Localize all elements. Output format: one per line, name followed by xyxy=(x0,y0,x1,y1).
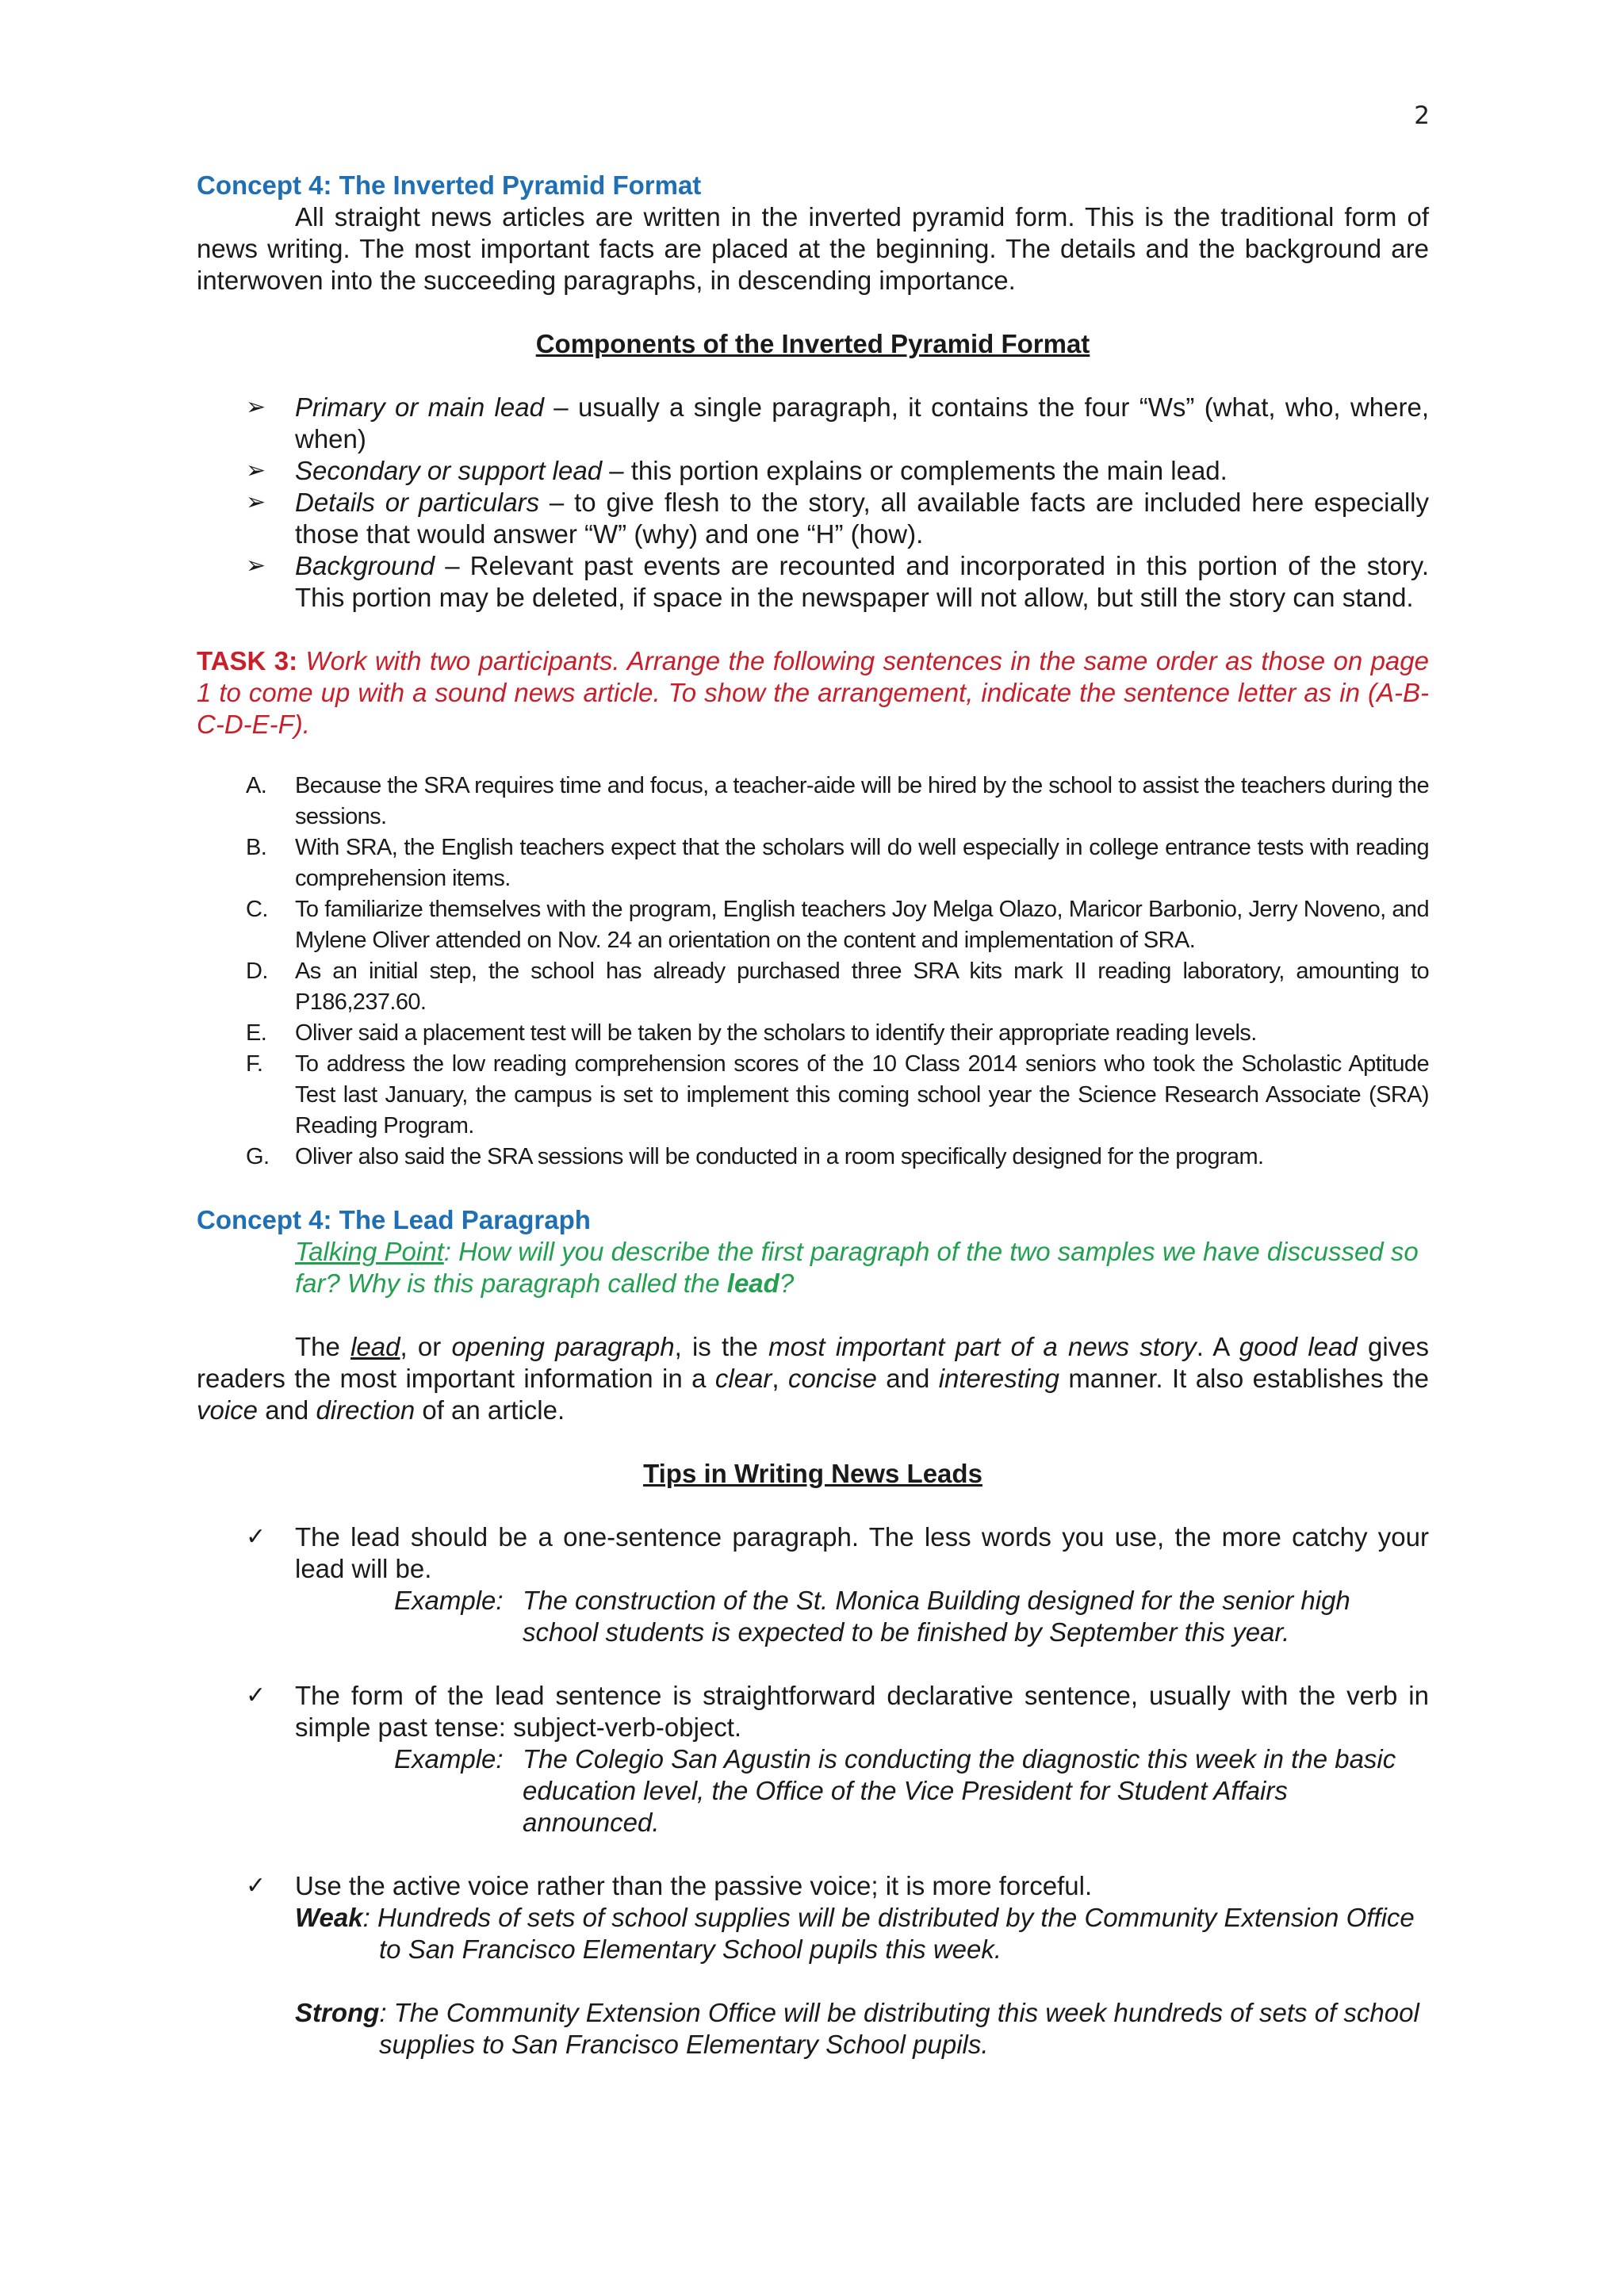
list-item xyxy=(197,1870,1429,2061)
text-run: of an article. xyxy=(415,1395,565,1425)
list-item xyxy=(197,832,1429,894)
talking-point-label: Talking Point xyxy=(295,1237,444,1266)
list-item xyxy=(197,1521,1429,1648)
arrow-bullet-icon: ➢ xyxy=(246,488,266,516)
text-run: , xyxy=(772,1364,788,1393)
page-content xyxy=(197,170,1429,2092)
tips-list xyxy=(197,1521,1429,2061)
sentence-text: As an initial step, the school has already purchased three SRA kits mark II reading laboratory, amounting to P186,237.60. xyxy=(295,959,1429,1015)
spacer xyxy=(295,1965,1429,1997)
tip-text: The lead should be a one-sentence paragraph. The less words you use, the more catchy your lead will be. xyxy=(295,1522,1429,1583)
concept-lead-heading: Concept 4: The Lead Paragraph xyxy=(197,1205,591,1234)
task3-sentence-list xyxy=(197,771,1429,1173)
text-run: , or xyxy=(400,1332,452,1361)
sentence-letter: E. xyxy=(246,1020,267,1046)
concept-pyramid-paragraph: All straight news articles are written in the inverted pyramid form. This is the traditional form of news writing. The most important facts are placed at the beginning. The details and the background are interwoven into the succeeding paragraphs, in descending importance. xyxy=(197,202,1429,295)
list-item xyxy=(197,455,1429,487)
list-item xyxy=(197,1018,1429,1049)
component-term: Details or particulars xyxy=(295,488,540,517)
component-text: – this portion explains or complements the main lead. xyxy=(602,456,1228,485)
sentence-text: Because the SRA requires time and focus, a teacher-aide will be hired by the school to assist the teachers during the sessions. xyxy=(295,773,1429,829)
term-most-important: most important part of a news story xyxy=(768,1332,1197,1361)
components-list xyxy=(197,392,1429,614)
component-term: Background xyxy=(295,551,435,580)
term-concise: concise xyxy=(787,1364,877,1393)
text-run: , is the xyxy=(674,1332,769,1361)
weak-text: : Hundreds of sets of school supplies will be distributed by the Community Extension Office to San Francisco Elementary School pupils this week. xyxy=(362,1903,1415,1964)
sentence-letter: F. xyxy=(246,1051,263,1077)
list-item xyxy=(197,550,1429,614)
lead-definition-paragraph xyxy=(197,1331,1429,1426)
text-run: gives readers the most important information in a xyxy=(197,1332,1430,1393)
text-run: manner. It also establishes the xyxy=(1059,1364,1429,1393)
sentence-text: Oliver also said the SRA sessions will be conducted in a room specifically designed for the program. xyxy=(295,1144,1264,1169)
checkmark-icon: ✓ xyxy=(246,1682,266,1709)
example-text: The Colegio San Agustin is conducting the diagnostic this week in the basic education level, the Office of the Vice President for Student Affairs announced. xyxy=(523,1744,1396,1837)
concept-pyramid-heading: Concept 4: The Inverted Pyramid Format xyxy=(197,170,702,200)
sentence-letter: D. xyxy=(246,959,268,984)
checkmark-icon: ✓ xyxy=(246,1872,266,1900)
sentence-letter: G. xyxy=(246,1144,270,1169)
strong-label: Strong xyxy=(295,1998,380,2027)
tips-heading: Tips in Writing News Leads xyxy=(643,1459,982,1488)
term-clear: clear xyxy=(714,1364,772,1393)
talking-point-emphasis: lead xyxy=(726,1269,779,1298)
sentence-letter: B. xyxy=(246,835,267,860)
tip-text: Use the active voice rather than the passive voice; it is more forceful. xyxy=(295,1871,1093,1900)
page-number: 2 xyxy=(1414,101,1430,130)
component-text: – usually a single paragraph, it contains the four “Ws” (what, who, where, when) xyxy=(295,392,1429,453)
example-text: The construction of the St. Monica Building designed for the senior high school students is expected to be finished by September this year. xyxy=(523,1586,1350,1647)
term-lead: lead xyxy=(350,1332,400,1361)
list-item xyxy=(197,956,1429,1018)
list-item xyxy=(197,487,1429,550)
component-term: Primary or main lead xyxy=(295,392,544,422)
components-heading: Components of the Inverted Pyramid Format xyxy=(535,329,1090,358)
task3-label: TASK 3: xyxy=(197,646,298,675)
list-item xyxy=(197,894,1429,956)
weak-example xyxy=(295,1902,1429,1965)
text-run: The xyxy=(295,1332,351,1361)
list-item xyxy=(197,1049,1429,1142)
weak-label: Weak xyxy=(295,1903,363,1932)
term-opening-paragraph: opening paragraph xyxy=(451,1332,675,1361)
tip-text: The form of the lead sentence is straightforward declarative sentence, usually with the verb in simple past tense: subject-verb-object. xyxy=(295,1681,1429,1742)
strong-text: : The Community Extension Office will be distributing this week hundreds of sets of school supplies to San Francisco Elementary School pupils. xyxy=(379,1998,1419,2059)
checkmark-icon: ✓ xyxy=(246,1523,266,1551)
sentence-text: To familiarize themselves with the program, English teachers Joy Melga Olazo, Maricor Barbonio, Jerry Noveno, and Mylene Oliver attended on Nov. 24 an orientation on the content and implementation of SRA. xyxy=(295,897,1429,953)
example-label: Example: xyxy=(394,1744,504,1774)
term-interesting: interesting xyxy=(938,1364,1059,1393)
sentence-letter: C. xyxy=(246,897,268,922)
component-term: Secondary or support lead xyxy=(295,456,603,485)
tip-example xyxy=(295,1743,1429,1839)
example-label: Example: xyxy=(394,1586,504,1615)
strong-example xyxy=(295,1997,1429,2061)
component-text: – to give flesh to the story, all available facts are included here especially those that would answer “W” (why) and one “H” (how). xyxy=(295,488,1429,549)
text-run: . A xyxy=(1196,1332,1239,1361)
component-text: – Relevant past events are recounted and incorporated in this portion of the story. This portion may be deleted, if space in the newspaper will not allow, but still the story can stand. xyxy=(295,551,1429,612)
term-good-lead: good lead xyxy=(1239,1332,1358,1361)
list-item xyxy=(197,392,1429,455)
arrow-bullet-icon: ➢ xyxy=(246,457,266,484)
sentence-text: Oliver said a placement test will be taken by the scholars to identify their appropriate reading levels. xyxy=(295,1020,1257,1046)
list-item xyxy=(197,1142,1429,1173)
term-voice: voice xyxy=(197,1395,259,1425)
text-run: and xyxy=(258,1395,316,1425)
sentence-text: With SRA, the English teachers expect that the scholars will do well especially in college entrance tests with reading comprehension items. xyxy=(295,835,1429,891)
task3-text: Work with two participants. Arrange the following sentences in the same order as those on page 1 to come up with a sound news article. To show the arrangement, indicate the sentence letter as in (A-B-C-D-E-F). xyxy=(197,646,1429,739)
list-item xyxy=(197,1680,1429,1839)
term-direction: direction xyxy=(316,1395,416,1425)
tip-example xyxy=(295,1585,1429,1648)
arrow-bullet-icon: ➢ xyxy=(246,393,266,421)
task3-instructions xyxy=(197,645,1429,740)
text-run: and xyxy=(876,1364,939,1393)
talking-point-text: : How will you describe the first paragraph of the two samples we have discussed so far? Why is this paragraph called the xyxy=(295,1237,1419,1298)
sentence-letter: A. xyxy=(246,773,267,798)
sentence-text: To address the low reading comprehension scores of the 10 Class 2014 seniors who took the Scholastic Aptitude Test last January, the campus is set to implement this coming school year the Science Research Associate (SRA) Reading Program. xyxy=(295,1051,1429,1138)
list-item xyxy=(197,771,1429,832)
arrow-bullet-icon: ➢ xyxy=(246,552,266,580)
talking-point xyxy=(197,1236,1429,1299)
talking-point-end: ? xyxy=(779,1269,795,1298)
